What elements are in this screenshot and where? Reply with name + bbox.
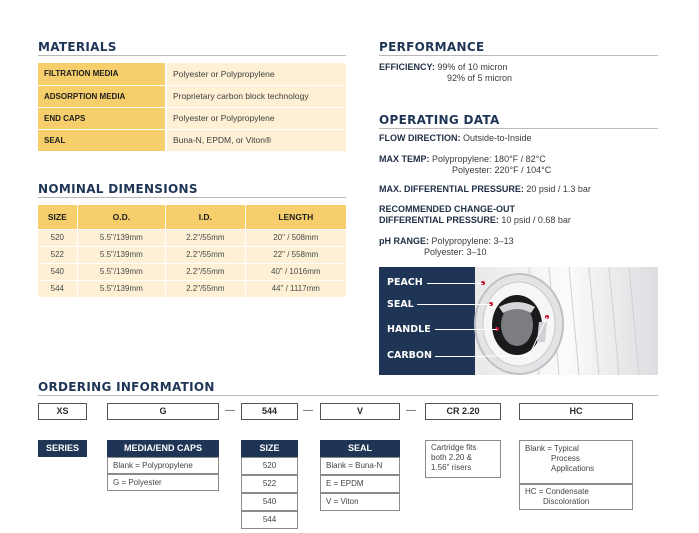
column-header: O.D.: [77, 205, 165, 229]
column-header: I.D.: [166, 205, 246, 229]
table-row: [38, 246, 346, 263]
hc-option-line: Process: [551, 454, 580, 463]
materials-key: SEAL: [38, 129, 166, 151]
separator-dash: —: [225, 405, 235, 416]
rco-label-text-1: RECOMMENDED CHANGE-OUT: [379, 204, 515, 214]
materials-value: Polyester or Polypropylene: [166, 107, 346, 129]
column-header: SIZE: [38, 205, 77, 229]
table-row: [38, 263, 346, 280]
size-header: SIZE: [241, 440, 298, 457]
efficiency-text: [379, 62, 507, 73]
rco-label-1: [379, 204, 515, 215]
size-option: 522: [241, 475, 298, 493]
ph-label: pH RANGE:: [379, 236, 429, 246]
efficiency-value-2: 92% of 5 micron: [447, 73, 513, 83]
series-header: SERIES: [38, 440, 87, 457]
table-cell: 5.5"/139mm: [77, 229, 165, 246]
code-option: HC: [519, 403, 633, 420]
table-row: [38, 280, 346, 297]
column-header: LENGTH: [245, 205, 346, 229]
cartridge-note-line: Cartridge fits: [431, 443, 477, 452]
photo-label-carbon: CARBON: [387, 350, 432, 361]
temp-value-1: Polypropylene: 180°F / 82°C: [432, 154, 546, 164]
table-cell: 540: [38, 263, 77, 280]
performance-title: PERFORMANCE: [379, 40, 485, 54]
table-cell: 2.2"/55mm: [166, 229, 246, 246]
seal-header: SEAL: [320, 440, 400, 457]
operating-rule: [379, 128, 658, 129]
hc-option-line: Blank = Typical: [525, 444, 579, 453]
temp-label: MAX TEMP:: [379, 154, 430, 164]
materials-title: MATERIALS: [38, 40, 117, 54]
code-seal: V: [320, 403, 400, 420]
code-media: G: [107, 403, 219, 420]
dimensions-title: NOMINAL DIMENSIONS: [38, 182, 198, 196]
dimensions-table: [38, 205, 346, 297]
rco-line-2: [379, 215, 571, 226]
flow-direction: [379, 133, 532, 144]
performance-rule: [379, 55, 658, 56]
table-row: [38, 129, 346, 151]
size-option: 544: [241, 511, 298, 529]
media-header: MEDIA/END CAPS: [107, 440, 219, 457]
table-cell: 2.2"/55mm: [166, 263, 246, 280]
table-cell: 522: [38, 246, 77, 263]
code-riser: CR 2.20: [425, 403, 501, 420]
materials-key: END CAPS: [38, 107, 166, 129]
dp-label: MAX. DIFFERENTIAL PRESSURE:: [379, 184, 524, 194]
photo-label-peach: PEACH: [387, 277, 423, 288]
table-cell: 5.5"/139mm: [77, 246, 165, 263]
dimensions-rule: [38, 197, 346, 198]
rco-value: 10 psid / 0.68 bar: [501, 215, 571, 225]
materials-value: Proprietary carbon block technology: [166, 85, 346, 107]
materials-rule: [38, 55, 346, 56]
cartridge-note: [425, 440, 501, 478]
table-cell: 2.2"/55mm: [166, 280, 246, 297]
media-option-polyester: G = Polyester: [107, 474, 219, 491]
table-cell: 520: [38, 229, 77, 246]
ph-range: [379, 236, 514, 247]
table-cell: 544: [38, 280, 77, 297]
materials-table: [38, 63, 346, 152]
code-size: 544: [241, 403, 298, 420]
hc-option-line: Discoloration: [543, 497, 590, 506]
separator-dash: —: [303, 405, 313, 416]
dp-value: 20 psid / 1.3 bar: [526, 184, 591, 194]
hc-option-condensate: [519, 484, 633, 510]
max-differential-pressure: [379, 184, 591, 195]
table-row: [38, 229, 346, 246]
table-cell: 40" / 1016mm: [245, 263, 346, 280]
hc-option-blank: [519, 440, 633, 484]
photo-label-handle: HANDLE: [387, 324, 431, 335]
max-temp: [379, 154, 546, 165]
size-option: 540: [241, 493, 298, 511]
seal-option-epdm: E = EPDM: [320, 475, 400, 493]
seal-option-buna: Blank = Buna-N: [320, 457, 400, 475]
temp-value-2: Polyester: 220°F / 104°C: [452, 165, 552, 175]
code-series: XS: [38, 403, 87, 420]
materials-key: ADSORPTION MEDIA: [38, 85, 166, 107]
table-cell: 44" / 1117mm: [245, 280, 346, 297]
operating-title: OPERATING DATA: [379, 113, 500, 127]
efficiency-label: EFFICIENCY:: [379, 62, 435, 72]
ordering-title: ORDERING INFORMATION: [38, 380, 215, 394]
ph-value-1: Polypropylene: 3–13: [431, 236, 514, 246]
table-row: [38, 85, 346, 107]
table-row: [38, 63, 346, 85]
efficiency-value-1: 99% of 10 micron: [437, 62, 508, 72]
materials-key: FILTRATION MEDIA: [38, 63, 166, 85]
media-option-polypropylene: Blank = Polypropylene: [107, 457, 219, 474]
table-cell: 22" / 558mm: [245, 246, 346, 263]
materials-value: Polyester or Polypropylene: [166, 63, 346, 85]
cartridge-photo: [379, 267, 658, 375]
table-row: [38, 107, 346, 129]
hc-option-line: Applications: [551, 464, 595, 473]
flow-label: FLOW DIRECTION:: [379, 133, 461, 143]
table-cell: 5.5"/139mm: [77, 280, 165, 297]
ordering-rule: [38, 395, 658, 396]
seal-option-viton: V = Viton: [320, 493, 400, 511]
cartridge-note-line: both 2.20 &: [431, 453, 472, 462]
separator-dash: —: [406, 405, 416, 416]
table-cell: 20" / 508mm: [245, 229, 346, 246]
photo-label-seal: SEAL: [387, 299, 414, 310]
cartridge-note-line: 1.56" risers: [431, 463, 472, 472]
table-cell: 2.2"/55mm: [166, 246, 246, 263]
flow-value: Outside-to-Inside: [463, 133, 532, 143]
table-header-row: [38, 205, 346, 229]
ph-value-2: Polyester: 3–10: [424, 247, 487, 257]
rco-label-text-2: DIFFERENTIAL PRESSURE:: [379, 215, 499, 225]
table-cell: 5.5"/139mm: [77, 263, 165, 280]
materials-value: Buna-N, EPDM, or Viton®: [166, 129, 346, 151]
carbon-leader-connector: [379, 267, 658, 375]
hc-option-line: HC = Condensate: [525, 487, 589, 496]
size-option: 520: [241, 457, 298, 475]
